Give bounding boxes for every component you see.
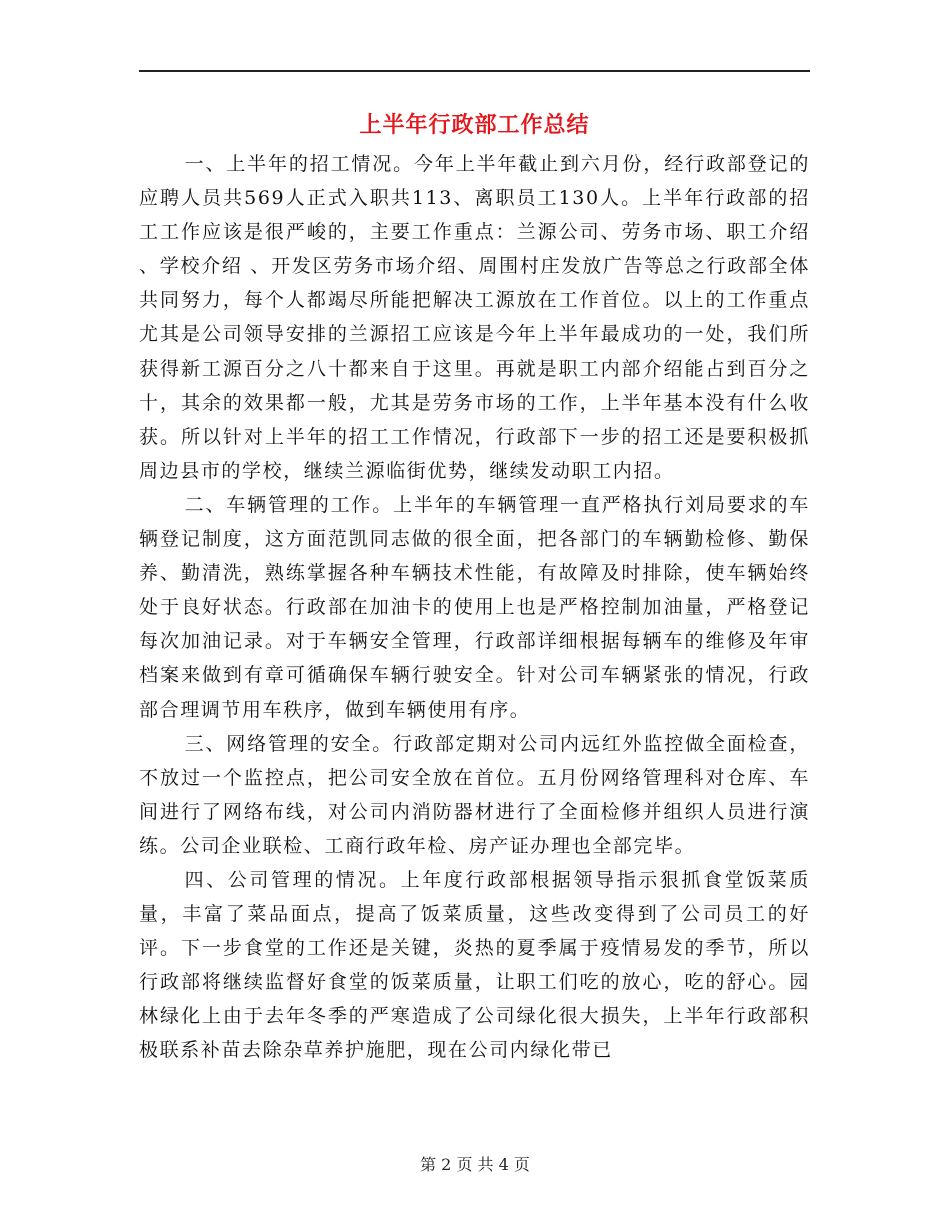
page-number-label: 第 2 页 共 4 页 [420,1155,530,1174]
page-footer [0,1153,950,1177]
document-title: 上半年行政部工作总结 [359,113,590,138]
paragraph-vehicle-management: 二、车辆管理的工作。上半年的车辆管理一直严格执行刘局要求的车辆登记制度，这方面范凯同志做的很全面，把各部门的车辆勤检修、勤保养、勤清洗，熟练掌握各种车辆技术性能，有故障及时排除，使车辆始终处于良好状态。行政部在加油卡的使用上也是严格控制加油量，严格登记每次加油记录。对于车辆安全管理，行政部详细根据每辆车的维修及年审档案来做到有章可循确保车辆行驶安全。针对公司车辆紧张的情况，行政部合理调节用车秩序，做到车辆使用有序。 [139,493,810,721]
document-body [139,147,810,1068]
paragraph-recruitment: 一、上半年的招工情况。今年上半年截止到六月份，经行政部登记的应聘人员共569人正式入职共113、离职员工130人。上半年行政部的招工工作应该是很严峻的，主要工作重点：兰源公司、劳务市场、职工介绍 、学校介绍 、开发区劳务市场介绍、周围村庄发放广告等总之行政部全体共同努力，每个人都竭尽所能把解决工源放在工作首位。以上的工作重点尤其是公司领导安排的兰源招工应该是今年上半年最成功的一处，我们所获得新工源百分之八十都来自于这里。再就是职工内部介绍能占到百分之十，其余的效果都一般，尤其是劳务市场的工作，上半年基本没有什么收获。所以针对上半年的招工工作情况，行政部下一步的招工还是要积极抓周边县市的学校，继续兰源临街优势，继续发动职工内招。 [139,153,810,482]
header-rule [139,70,810,72]
paragraph-company-management: 四、公司管理的情况。上年度行政部根据领导指示狠抓食堂饭菜质量，丰富了菜品面点，提高了饭菜质量，这些改变得到了公司员工的好评。下一步食堂的工作还是关键，炎热的夏季属于疫情易发的季节，所以行政部将继续监督好食堂的饭菜质量，让职工们吃的放心，吃的舒心。园林绿化上由于去年冬季的严寒造成了公司绿化很大损失，上半年行政部积极联系补苗去除杂草养护施肥，现在公司内绿化带已 [139,868,810,1062]
paragraph-network-security: 三、网络管理的安全。行政部定期对公司内远红外监控做全面检查，不放过一个监控点，把公司安全放在首位。五月份网络管理科对仓库、车间进行了网络布线，对公司内消防器材进行了全面检修并组织人员进行演练。公司企业联检、工商行政年检、房产证办理也全部完毕。 [139,732,810,857]
